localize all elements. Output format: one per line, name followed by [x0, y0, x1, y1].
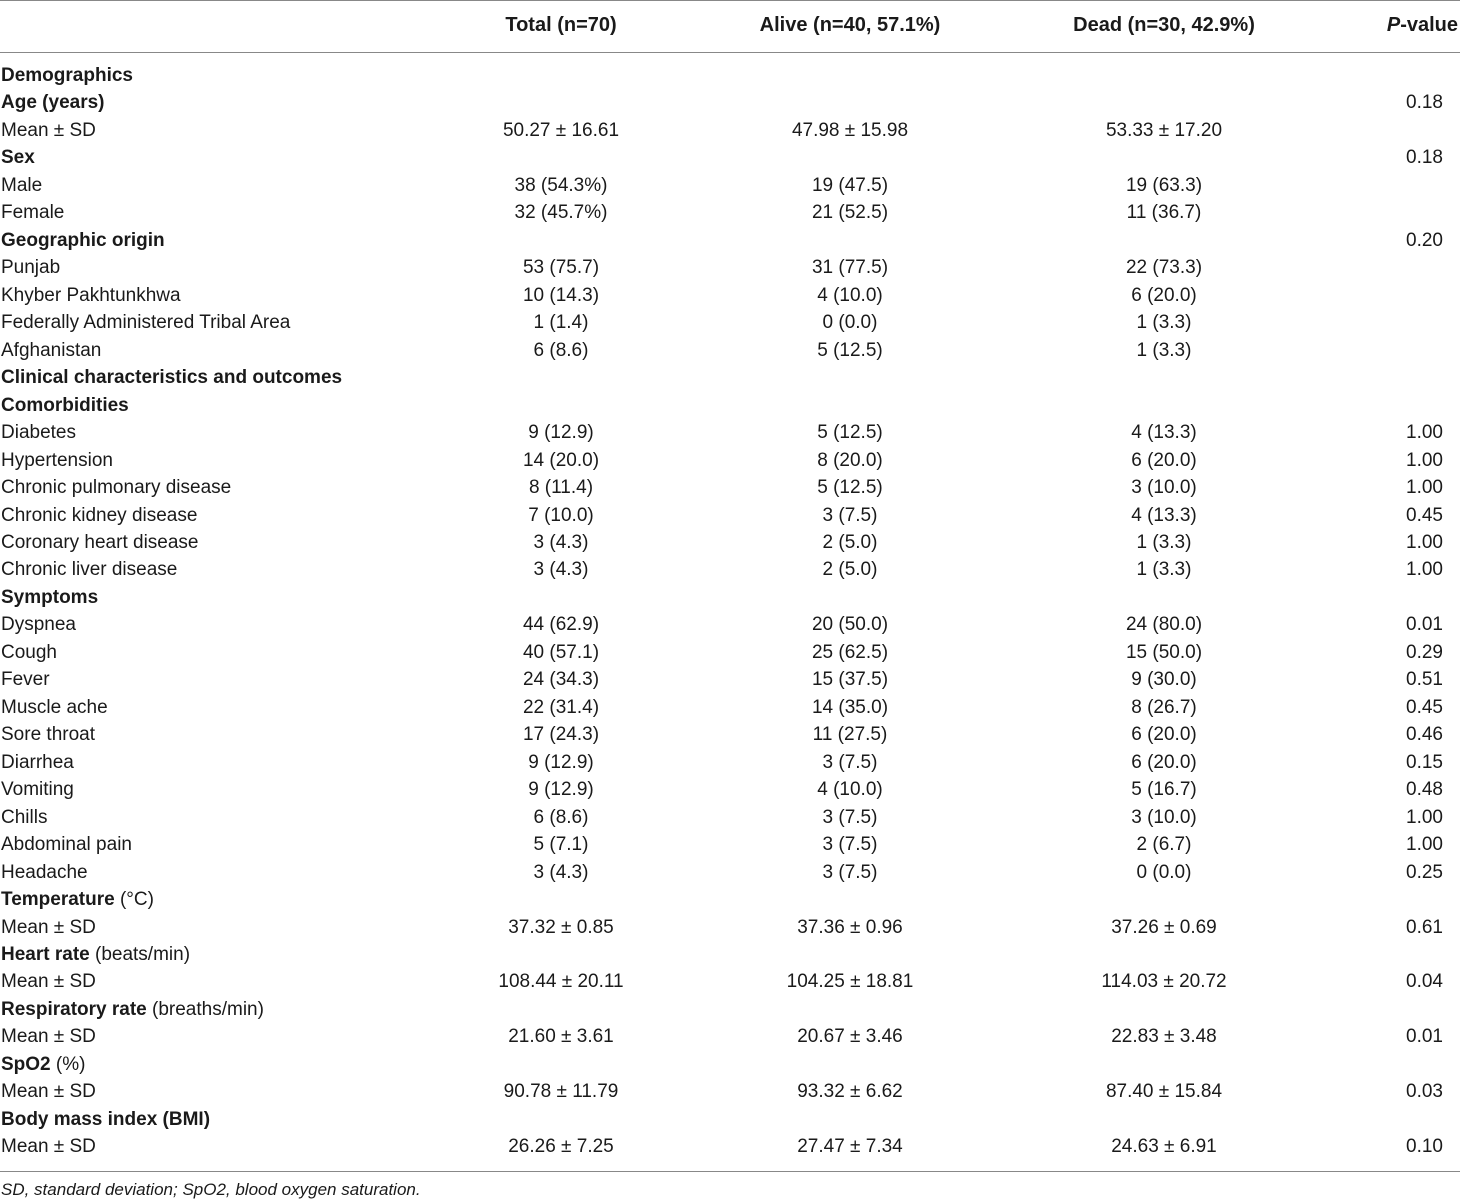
header-dead: Dead (n=30, 42.9%) — [1073, 14, 1255, 36]
dead-cell: 24 (80.0) — [1125, 614, 1203, 636]
total-cell: 108.44 ± 20.11 — [498, 971, 624, 993]
alive-cell: 4 (10.0) — [817, 779, 883, 801]
group-unit: (breaths/min) — [146, 998, 264, 1020]
row-label: Coronary heart disease — [1, 531, 199, 553]
row-label: Afghanistan — [1, 339, 102, 361]
dead-cell: 6 (20.0) — [1131, 284, 1197, 306]
table-row — [0, 804, 1460, 831]
table-row — [0, 474, 1460, 501]
table-row — [0, 172, 1460, 199]
group-label: Symptoms — [1, 586, 99, 608]
total-cell: 3 (4.3) — [533, 531, 589, 553]
p-value-cell: 0.18 — [1406, 92, 1443, 114]
total-cell: 9 (12.9) — [528, 422, 594, 444]
section-row — [0, 62, 1460, 89]
row-label: Cough — [1, 641, 57, 663]
total-cell: 6 (8.6) — [533, 806, 589, 828]
total-cell: 37.32 ± 0.85 — [508, 916, 614, 938]
group-label: Heart rate — [1, 944, 90, 965]
table-row — [0, 666, 1460, 693]
row-label — [1, 996, 264, 1023]
header-rule — [0, 52, 1460, 53]
alive-cell: 37.36 ± 0.96 — [797, 916, 903, 938]
group-label: Geographic origin — [1, 229, 165, 251]
group-label: Respiratory rate — [1, 998, 147, 1020]
table-header — [0, 0, 1460, 52]
dead-cell: 9 (30.0) — [1131, 669, 1197, 691]
row-label: Mean ± SD — [1, 971, 96, 993]
dead-cell: 87.40 ± 15.84 — [1105, 1081, 1223, 1103]
row-label: Dyspnea — [1, 614, 76, 636]
dead-cell: 19 (63.3) — [1125, 174, 1203, 196]
row-label: Headache — [1, 861, 88, 883]
total-cell: 5 (7.1) — [533, 834, 589, 856]
total-cell: 10 (14.3) — [522, 284, 600, 306]
total-cell: 9 (12.9) — [528, 751, 594, 773]
row-label — [1, 1051, 85, 1078]
total-cell: 44 (62.9) — [522, 614, 600, 636]
group-row — [0, 584, 1460, 611]
dead-cell: 6 (20.0) — [1131, 751, 1197, 773]
p-value-cell: 0.03 — [1406, 1081, 1443, 1103]
dead-cell: 24.63 ± 6.91 — [1111, 1136, 1217, 1158]
table-row — [0, 1133, 1460, 1160]
p-value-cell: 1.00 — [1406, 422, 1443, 444]
row-label: Demographics — [1, 65, 133, 86]
group-row — [0, 1051, 1460, 1078]
alive-cell: 20.67 ± 3.46 — [797, 1026, 903, 1048]
alive-cell: 19 (47.5) — [811, 174, 889, 196]
row-label — [1, 392, 129, 419]
table-row — [0, 502, 1460, 529]
alive-cell: 0 (0.0) — [822, 312, 878, 334]
dead-cell: 1 (3.3) — [1136, 559, 1192, 581]
alive-cell: 5 (12.5) — [817, 422, 883, 444]
table-row — [0, 776, 1460, 803]
table-footnote: SD, standard deviation; SpO2, blood oxygen saturation. — [1, 1180, 421, 1199]
group-label: Age (years) — [1, 92, 105, 114]
group-label: Body mass index (BMI) — [1, 1108, 211, 1130]
alive-cell: 15 (37.5) — [811, 669, 889, 691]
total-cell: 32 (45.7%) — [514, 202, 608, 224]
group-row — [0, 886, 1460, 913]
p-value-cell: 1.00 — [1406, 531, 1443, 553]
table-row — [0, 254, 1460, 281]
dead-cell: 3 (10.0) — [1131, 477, 1197, 499]
alive-cell: 3 (7.5) — [822, 751, 878, 773]
p-value-cell: 1.00 — [1406, 449, 1443, 471]
row-label: Khyber Pakhtunkhwa — [1, 284, 181, 306]
total-cell: 3 (4.3) — [533, 861, 589, 883]
table-row — [0, 831, 1460, 858]
dead-cell: 3 (10.0) — [1131, 806, 1197, 828]
total-cell: 3 (4.3) — [533, 559, 589, 581]
row-label: Diarrhea — [1, 751, 74, 773]
total-cell: 6 (8.6) — [533, 339, 589, 361]
alive-cell: 3 (7.5) — [822, 834, 878, 856]
row-label — [1, 941, 190, 968]
p-value-cell: 1.00 — [1406, 806, 1443, 828]
dead-cell: 4 (13.3) — [1131, 504, 1197, 526]
row-label — [1, 89, 105, 116]
row-label — [1, 144, 35, 171]
row-label: Mean ± SD — [1, 1136, 96, 1158]
total-cell: 9 (12.9) — [528, 779, 594, 801]
table-row — [0, 859, 1460, 886]
total-cell: 14 (20.0) — [522, 449, 600, 471]
dead-cell: 37.26 ± 0.69 — [1111, 916, 1217, 938]
table-row — [0, 556, 1460, 583]
p-value-cell: 0.04 — [1406, 971, 1443, 993]
dead-cell: 11 (36.7) — [1126, 202, 1202, 224]
group-label: Temperature — [1, 889, 115, 911]
row-label: Female — [1, 202, 65, 224]
alive-cell: 93.32 ± 6.62 — [797, 1081, 903, 1103]
table-row — [0, 447, 1460, 474]
group-label: SpO2 — [1, 1053, 51, 1075]
total-cell: 22 (31.4) — [522, 696, 600, 718]
header-p-suffix: -value — [1400, 14, 1458, 36]
table-row — [0, 337, 1460, 364]
dead-cell: 114.03 ± 20.72 — [1101, 971, 1227, 993]
group-row — [0, 392, 1460, 419]
alive-cell: 3 (7.5) — [822, 861, 878, 883]
table-row — [0, 749, 1460, 776]
dead-cell: 6 (20.0) — [1131, 449, 1197, 471]
p-value-cell: 0.61 — [1406, 916, 1443, 938]
alive-cell: 8 (20.0) — [817, 449, 883, 471]
p-value-cell: 0.46 — [1406, 724, 1443, 746]
row-label — [1, 1106, 210, 1133]
row-label — [1, 584, 98, 611]
dead-cell: 1 (3.3) — [1136, 531, 1192, 553]
total-cell: 8 (11.4) — [528, 477, 594, 499]
p-value-cell: 1.00 — [1406, 477, 1443, 499]
alive-cell: 20 (50.0) — [811, 614, 889, 636]
total-cell: 21.60 ± 3.61 — [508, 1026, 614, 1048]
p-value-cell: 0.10 — [1406, 1136, 1443, 1158]
p-value-cell: 0.45 — [1406, 696, 1443, 718]
row-label: Chronic liver disease — [1, 559, 178, 581]
row-label: Hypertension — [1, 449, 113, 471]
row-label: Clinical characteristics and outcomes — [1, 367, 343, 389]
alive-cell: 3 (7.5) — [822, 504, 878, 526]
group-row — [0, 941, 1460, 968]
row-label: Mean ± SD — [1, 119, 96, 141]
group-row — [0, 227, 1460, 254]
row-label: Muscle ache — [1, 696, 108, 718]
table-row — [0, 968, 1460, 995]
p-value-cell: 0.15 — [1406, 751, 1443, 773]
total-cell: 1 (1.4) — [533, 312, 589, 334]
p-value-cell: 0.20 — [1406, 229, 1443, 251]
alive-cell: 104.25 ± 18.81 — [786, 971, 914, 993]
table-row — [0, 721, 1460, 748]
row-label — [1, 227, 165, 254]
dead-cell: 2 (6.7) — [1136, 834, 1192, 856]
table-row — [0, 117, 1460, 144]
dead-cell: 6 (20.0) — [1131, 724, 1197, 746]
row-label: Sore throat — [1, 724, 95, 746]
row-label: Chronic pulmonary disease — [1, 477, 232, 499]
row-label: Mean ± SD — [1, 916, 96, 938]
p-value-cell: 1.00 — [1406, 559, 1443, 581]
total-cell: 50.27 ± 16.61 — [502, 119, 620, 141]
alive-cell: 4 (10.0) — [817, 284, 883, 306]
dead-cell: 0 (0.0) — [1136, 861, 1192, 883]
p-value-cell: 0.29 — [1406, 641, 1443, 663]
alive-cell: 21 (52.5) — [811, 202, 889, 224]
total-cell: 40 (57.1) — [522, 641, 600, 663]
header-p-value — [1387, 14, 1458, 37]
dead-cell: 15 (50.0) — [1125, 641, 1203, 663]
p-value-cell: 0.48 — [1406, 779, 1443, 801]
total-cell: 26.26 ± 7.25 — [508, 1136, 614, 1158]
alive-cell: 2 (5.0) — [822, 531, 878, 553]
group-row — [0, 1106, 1460, 1133]
group-row — [0, 89, 1460, 116]
alive-cell: 25 (62.5) — [811, 641, 889, 663]
table-row — [0, 639, 1460, 666]
row-label: Vomiting — [1, 779, 74, 801]
table-row — [0, 419, 1460, 446]
header-total: Total (n=70) — [505, 14, 617, 36]
p-value-cell: 1.00 — [1406, 834, 1443, 856]
alive-cell: 31 (77.5) — [811, 257, 889, 279]
group-label: Sex — [1, 147, 35, 169]
alive-cell: 14 (35.0) — [811, 696, 889, 718]
alive-cell: 5 (12.5) — [817, 477, 883, 499]
p-value-cell: 0.01 — [1406, 614, 1443, 636]
table-row — [0, 529, 1460, 556]
alive-cell: 27.47 ± 7.34 — [797, 1136, 903, 1158]
p-value-cell: 0.25 — [1406, 861, 1443, 883]
total-cell: 90.78 ± 11.79 — [503, 1081, 619, 1103]
dead-cell: 22 (73.3) — [1125, 257, 1203, 279]
dead-cell: 1 (3.3) — [1136, 339, 1192, 361]
table-row — [0, 309, 1460, 336]
group-label: Comorbidities — [1, 394, 129, 416]
p-value-cell: 0.51 — [1406, 669, 1443, 691]
group-unit: (°C) — [114, 889, 154, 911]
section-row — [0, 364, 1460, 391]
dead-cell: 53.33 ± 17.20 — [1105, 119, 1223, 141]
group-unit: (beats/min) — [89, 944, 191, 965]
row-label: Chronic kidney disease — [1, 504, 198, 526]
alive-cell: 11 (27.5) — [812, 724, 888, 746]
table-body — [0, 62, 1460, 1161]
alive-cell: 5 (12.5) — [817, 339, 883, 361]
alive-cell: 47.98 ± 15.98 — [791, 119, 909, 141]
p-value-cell: 0.18 — [1406, 147, 1443, 169]
alive-cell: 3 (7.5) — [822, 806, 878, 828]
total-cell: 38 (54.3%) — [514, 174, 608, 196]
table-row — [0, 694, 1460, 721]
alive-cell: 2 (5.0) — [822, 559, 878, 581]
row-label: Mean ± SD — [1, 1026, 96, 1048]
dead-cell: 5 (16.7) — [1131, 779, 1197, 801]
row-label: Diabetes — [1, 422, 76, 444]
table-row — [0, 1023, 1460, 1050]
table-row — [0, 282, 1460, 309]
total-cell: 53 (75.7) — [522, 257, 600, 279]
header-alive: Alive (n=40, 57.1%) — [759, 14, 941, 36]
bottom-rule — [0, 1171, 1460, 1172]
dead-cell: 8 (26.7) — [1131, 696, 1197, 718]
dead-cell: 4 (13.3) — [1131, 422, 1197, 444]
total-cell: 7 (10.0) — [528, 504, 594, 526]
row-label: Mean ± SD — [1, 1081, 96, 1103]
row-label: Fever — [1, 669, 50, 691]
total-cell: 17 (24.3) — [522, 724, 600, 746]
row-label: Chills — [1, 806, 48, 828]
row-label: Abdominal pain — [1, 834, 132, 856]
table-row — [0, 199, 1460, 226]
table-row — [0, 1078, 1460, 1105]
group-row — [0, 996, 1460, 1023]
group-unit: (%) — [50, 1053, 86, 1075]
row-label — [1, 886, 154, 913]
p-value-cell: 0.45 — [1406, 504, 1443, 526]
p-value-cell: 0.01 — [1406, 1026, 1443, 1048]
table-row — [0, 611, 1460, 638]
row-label: Punjab — [1, 257, 61, 279]
dead-cell: 22.83 ± 3.48 — [1111, 1026, 1217, 1048]
table-row — [0, 914, 1460, 941]
row-label: Male — [1, 174, 43, 196]
row-label: Federally Administered Tribal Area — [1, 312, 291, 334]
total-cell: 24 (34.3) — [522, 669, 600, 691]
dead-cell: 1 (3.3) — [1136, 312, 1192, 334]
group-row — [0, 144, 1460, 171]
header-p-italic: P — [1386, 14, 1401, 36]
